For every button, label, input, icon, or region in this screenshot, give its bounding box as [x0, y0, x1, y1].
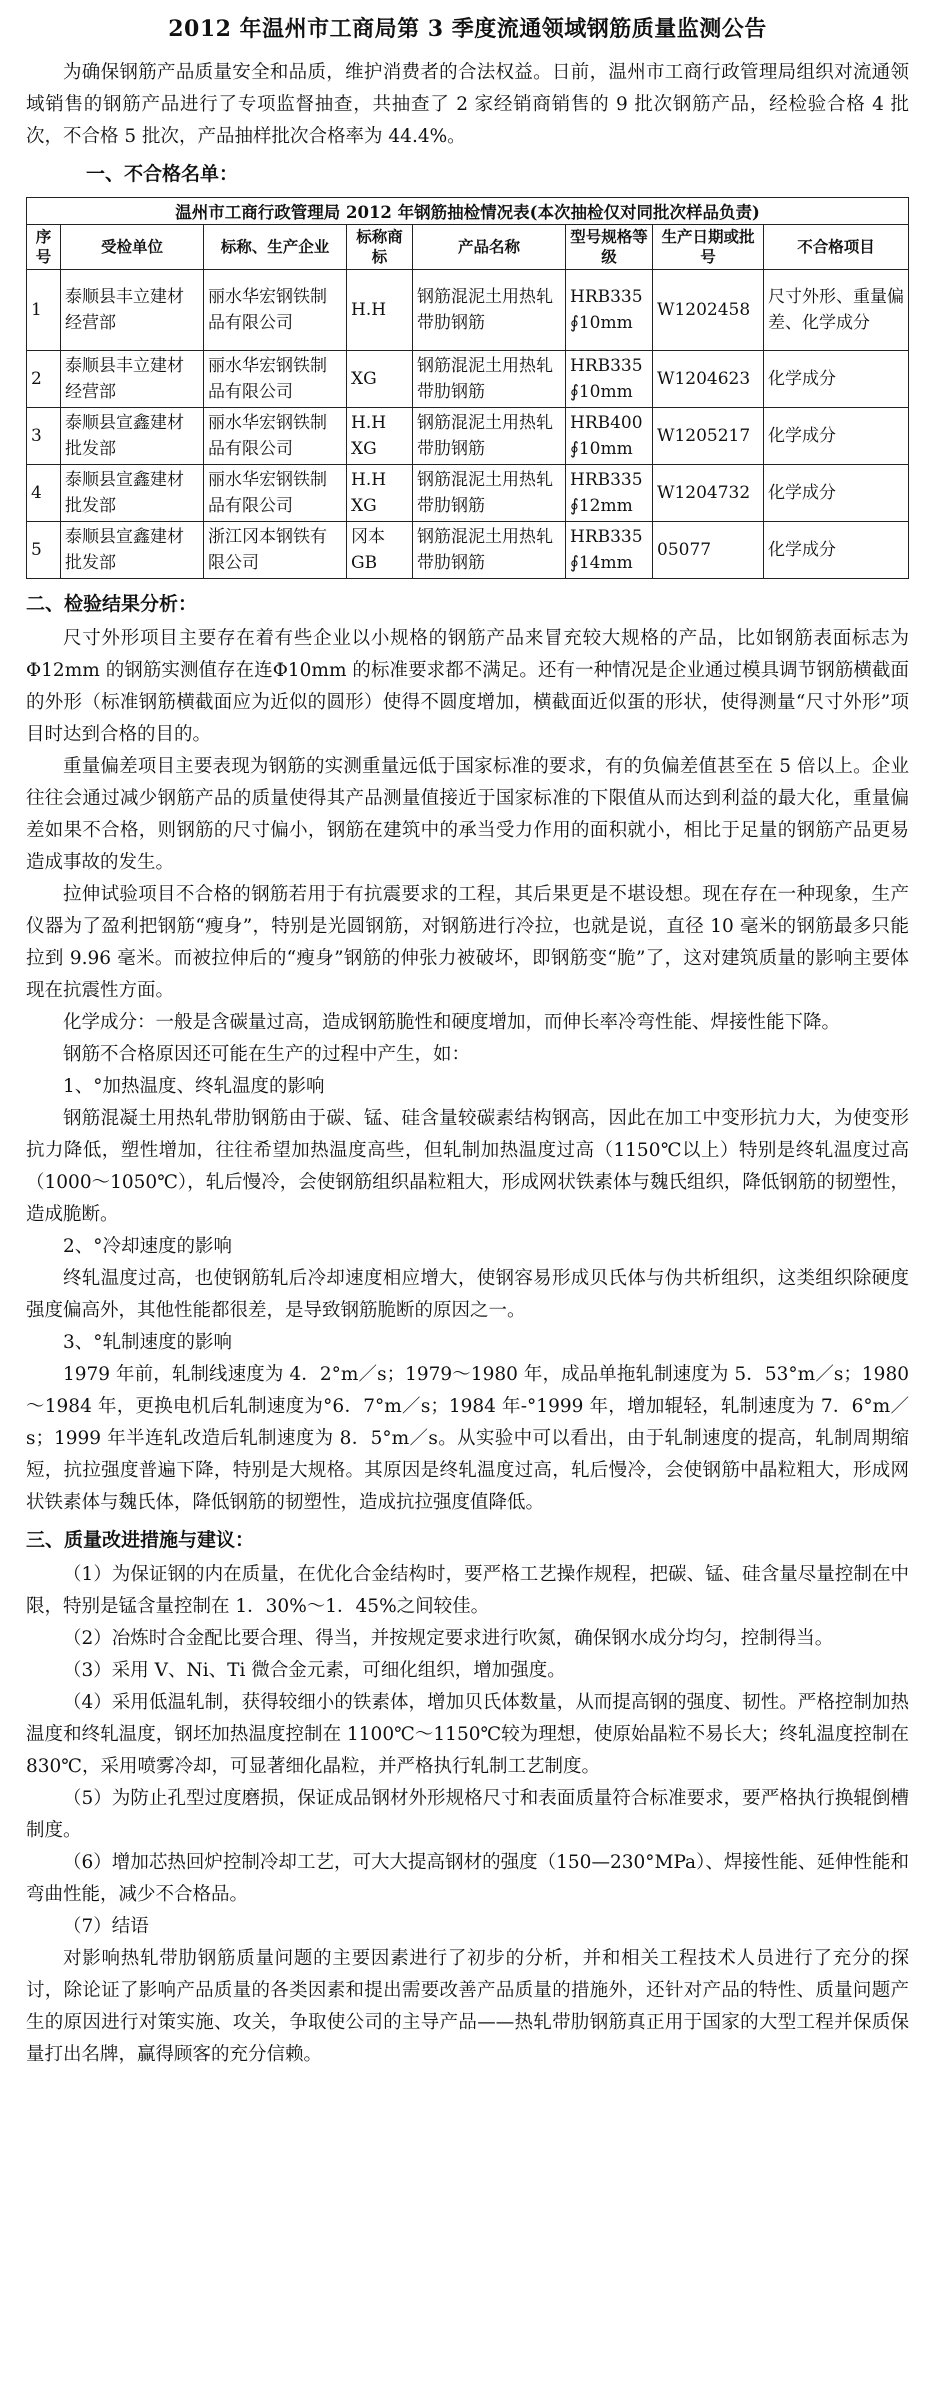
section-heading-3: 三、质量改进措施与建议：	[26, 1529, 255, 1551]
table-header: 生产日期或批号	[653, 225, 764, 270]
document-title: 2012 年温州市工商局第 3 季度流通领域钢筋质量监测公告	[168, 16, 767, 42]
table-cell: W1204623	[653, 351, 764, 408]
table-cell: W1202458	[653, 270, 764, 351]
table-cell: XG	[347, 351, 413, 408]
table-cell: 钢筋混泥土用热轧带肋钢筋	[413, 408, 566, 465]
cause-heading: 3、°轧制速度的影响	[63, 1332, 233, 1353]
table-cell: 冈本 GB	[347, 522, 413, 579]
analysis-paragraph: 钢筋不合格原因还可能在生产的过程中产生，如：	[63, 1044, 471, 1065]
table-cell: 5	[27, 522, 61, 579]
table-cell: H.H XG	[347, 465, 413, 522]
table-cell: 泰顺县宣鑫建材批发部	[61, 522, 204, 579]
table-cell: 2	[27, 351, 61, 408]
table-cell: W1204732	[653, 465, 764, 522]
cause-heading: 1、°加热温度、终轧温度的影响	[63, 1076, 325, 1097]
table-cell: 化学成分	[764, 351, 909, 408]
analysis-paragraph: 化学成分：一般是含碳量过高，造成钢筋脆性和硬度增加，而伸长率冷弯性能、焊接性能下降。	[63, 1012, 841, 1033]
table-row	[27, 351, 909, 408]
analysis-paragraph: 拉伸试验项目不合格的钢筋若用于有抗震要求的工程，其后果更是不堪设想。现在存在一种现象，生产仪器为了盈利把钢筋“瘦身”，特别是光圆钢筋，对钢筋进行冷拉，也就是说，直径 10 毫米的钢筋最多只能拉到 9.96 毫米。而被拉伸后的“瘦身”钢筋的伸张力被破坏，即钢筋变“脆”了，这对建筑质量的影响主要体现在抗震性方面。	[26, 884, 909, 1001]
conclusion-paragraph: 对影响热轧带肋钢筋质量问题的主要因素进行了初步的分析，并和相关工程技术人员进行了充分的探讨，除论证了影响产品质量的各类因素和提出需要改善产品质量的措施外，还针对产品的特性、质量问题产生的原因进行对策实施、攻关，争取使公司的主导产品——热轧带肋钢筋真正用于国家的大型工程并保质保量打出名牌，赢得顾客的充分信赖。	[26, 1948, 909, 2065]
table-cell: HRB400 ∮10mm	[566, 408, 653, 465]
suggestion-item: （6）增加芯热回炉控制冷却工艺，可大大提高钢材的强度（150—230°MPa）、焊接性能、延伸性能和弯曲性能，减少不合格品。	[26, 1852, 909, 1905]
table-cell: 浙江冈本钢铁有限公司	[204, 522, 347, 579]
table-cell: 丽水华宏钢铁制品有限公司	[204, 465, 347, 522]
suggestion-item: （5）为防止孔型过度磨损，保证成品钢材外形规格尺寸和表面质量符合标准要求，要严格执行换辊倒槽制度。	[26, 1788, 909, 1841]
table-cell: W1205217	[653, 408, 764, 465]
cause-paragraph: 1979 年前，轧制线速度为 4．2°m／s；1979～1980 年，成品单拖轧制速度为 5．53°m／s；1980～1984 年，更换电机后轧制速度为°6．7°m／s；1984 年-°1999 年，增加辊轻，轧制速度为 7．6°m／s；1999 年半连轧改造后轧制速度为 8．5°m／s。从实验中可以看出，由于轧制速度的提高，轧制周期缩短，抗拉强度普遍下降，特别是大规格。其原因是终轧温度过高，轧后慢冷，会使钢筋中晶粒粗大，形成网状铁素体与魏氏体，降低钢筋的韧塑性，造成抗拉强度值降低。	[26, 1364, 909, 1513]
section-heading-1: 一、不合格名单：	[86, 163, 239, 185]
suggestion-item: （7）结语	[63, 1916, 149, 1937]
table-cell: 化学成分	[764, 408, 909, 465]
table-cell: HRB335 ∮10mm	[566, 270, 653, 351]
section-heading-2: 二、检验结果分析：	[26, 593, 198, 615]
table-header: 标称商标	[347, 225, 413, 270]
table-row	[27, 465, 909, 522]
table-cell: HRB335 ∮12mm	[566, 465, 653, 522]
intro-paragraph: 为确保钢筋产品质量安全和品质，维护消费者的合法权益。日前，温州市工商行政管理局组织对流通领域销售的钢筋产品进行了专项监督抽查，共抽查了 2 家经销商销售的 9 批次钢筋产品，经检验合格 4 批次，不合格 5 批次，产品抽样批次合格率为 44.4%。	[26, 62, 909, 147]
suggestion-item: （3）采用 V、Ni、Ti 微合金元素，可细化组织，增加强度。	[63, 1660, 566, 1681]
suggestion-item: （4）采用低温轧制，获得较细小的铁素体，增加贝氏体数量，从而提高钢的强度、韧性。严格控制加热温度和终轧温度，钢坯加热温度控制在 1100℃～1150℃较为理想，使原始晶粒不易长大；终轧温度控制在 830℃，采用喷雾冷却，可显著细化晶粒，并严格执行轧制工艺制度。	[26, 1692, 909, 1777]
suggestion-item: （1）为保证钢的内在质量，在优化合金结构时，要严格工艺操作规程，把碳、锰、硅含量尽量控制在中限，特别是锰含量控制在 1．30%～1．45%之间较佳。	[26, 1564, 909, 1617]
table-header: 标称、生产企业	[204, 225, 347, 270]
table-cell: 泰顺县宣鑫建材批发部	[61, 465, 204, 522]
inspection-table	[26, 197, 909, 579]
table-cell: 钢筋混泥土用热轧带肋钢筋	[413, 465, 566, 522]
table-cell: 丽水华宏钢铁制品有限公司	[204, 270, 347, 351]
table-row	[27, 408, 909, 465]
table-cell: H.H XG	[347, 408, 413, 465]
table-header: 序号	[27, 225, 61, 270]
table-cell: 化学成分	[764, 522, 909, 579]
table-cell: 钢筋混泥土用热轧带肋钢筋	[413, 522, 566, 579]
table-cell: 4	[27, 465, 61, 522]
table-cell: 钢筋混泥土用热轧带肋钢筋	[413, 270, 566, 351]
table-cell: 05077	[653, 522, 764, 579]
table-cell: 3	[27, 408, 61, 465]
table-cell: 丽水华宏钢铁制品有限公司	[204, 351, 347, 408]
suggestion-item: （2）冶炼时合金配比要合理、得当，并按规定要求进行吹氮，确保钢水成分均匀，控制得当。	[63, 1628, 834, 1649]
table-row	[27, 270, 909, 351]
analysis-paragraph: 重量偏差项目主要表现为钢筋的实测重量远低于国家标准的要求，有的负偏差值甚至在 5 倍以上。企业往往会通过减少钢筋产品的质量使得其产品测量值接近于国家标准的下限值从而达到利益的最大化，重量偏差如果不合格，则钢筋的尺寸偏小，钢筋在建筑中的承当受力作用的面积就小，相比于足量的钢筋产品更易造成事故的发生。	[26, 756, 909, 873]
table-header: 产品名称	[413, 225, 566, 270]
table-header: 受检单位	[61, 225, 204, 270]
table-header: 不合格项目	[764, 225, 909, 270]
table-cell: 泰顺县宣鑫建材批发部	[61, 408, 204, 465]
table-cell: 丽水华宏钢铁制品有限公司	[204, 408, 347, 465]
table-cell: 泰顺县丰立建材经营部	[61, 270, 204, 351]
table-cell: HRB335 ∮10mm	[566, 351, 653, 408]
table-caption: 温州市工商行政管理局 2012 年钢筋抽检情况表(本次抽检仅对同批次样品负责)	[27, 198, 909, 225]
table-cell: HRB335 ∮14mm	[566, 522, 653, 579]
table-row	[27, 522, 909, 579]
table-cell: 尺寸外形、重量偏差、化学成分	[764, 270, 909, 351]
analysis-paragraph: 尺寸外形项目主要存在着有些企业以小规格的钢筋产品来冒充较大规格的产品，比如钢筋表面标志为Φ12mm 的钢筋实测值存在连Φ10mm 的标准要求都不满足。还有一种情况是企业通过模具调节钢筋横截面的外形（标准钢筋横截面应为近似的圆形）使得不圆度增加，横截面近似蛋的形状，使得测量“尺寸外形”项目时达到合格的目的。	[26, 628, 909, 745]
table-cell: 1	[27, 270, 61, 351]
table-cell: 化学成分	[764, 465, 909, 522]
table-cell: 泰顺县丰立建材经营部	[61, 351, 204, 408]
table-cell: 钢筋混泥土用热轧带肋钢筋	[413, 351, 566, 408]
cause-paragraph: 终轧温度过高，也使钢筋轧后冷却速度相应增大，使钢容易形成贝氏体与伪共析组织，这类组织除硬度强度偏高外，其他性能都很差，是导致钢筋脆断的原因之一。	[26, 1268, 909, 1321]
cause-heading: 2、°冷却速度的影响	[63, 1236, 233, 1257]
table-cell: H.H	[347, 270, 413, 351]
cause-paragraph: 钢筋混凝土用热轧带肋钢筋由于碳、锰、硅含量较碳素结构钢高，因此在加工中变形抗力大，为使变形抗力降低，塑性增加，往往希望加热温度高些，但轧制加热温度过高（1150℃以上）特别是终轧温度过高（1000～1050℃），轧后慢冷，会使钢筋组织晶粒粗大，形成网状铁素体与魏氏组织，降低钢筋的韧塑性，造成脆断。	[26, 1108, 909, 1225]
table-header: 型号规格等级	[566, 225, 653, 270]
